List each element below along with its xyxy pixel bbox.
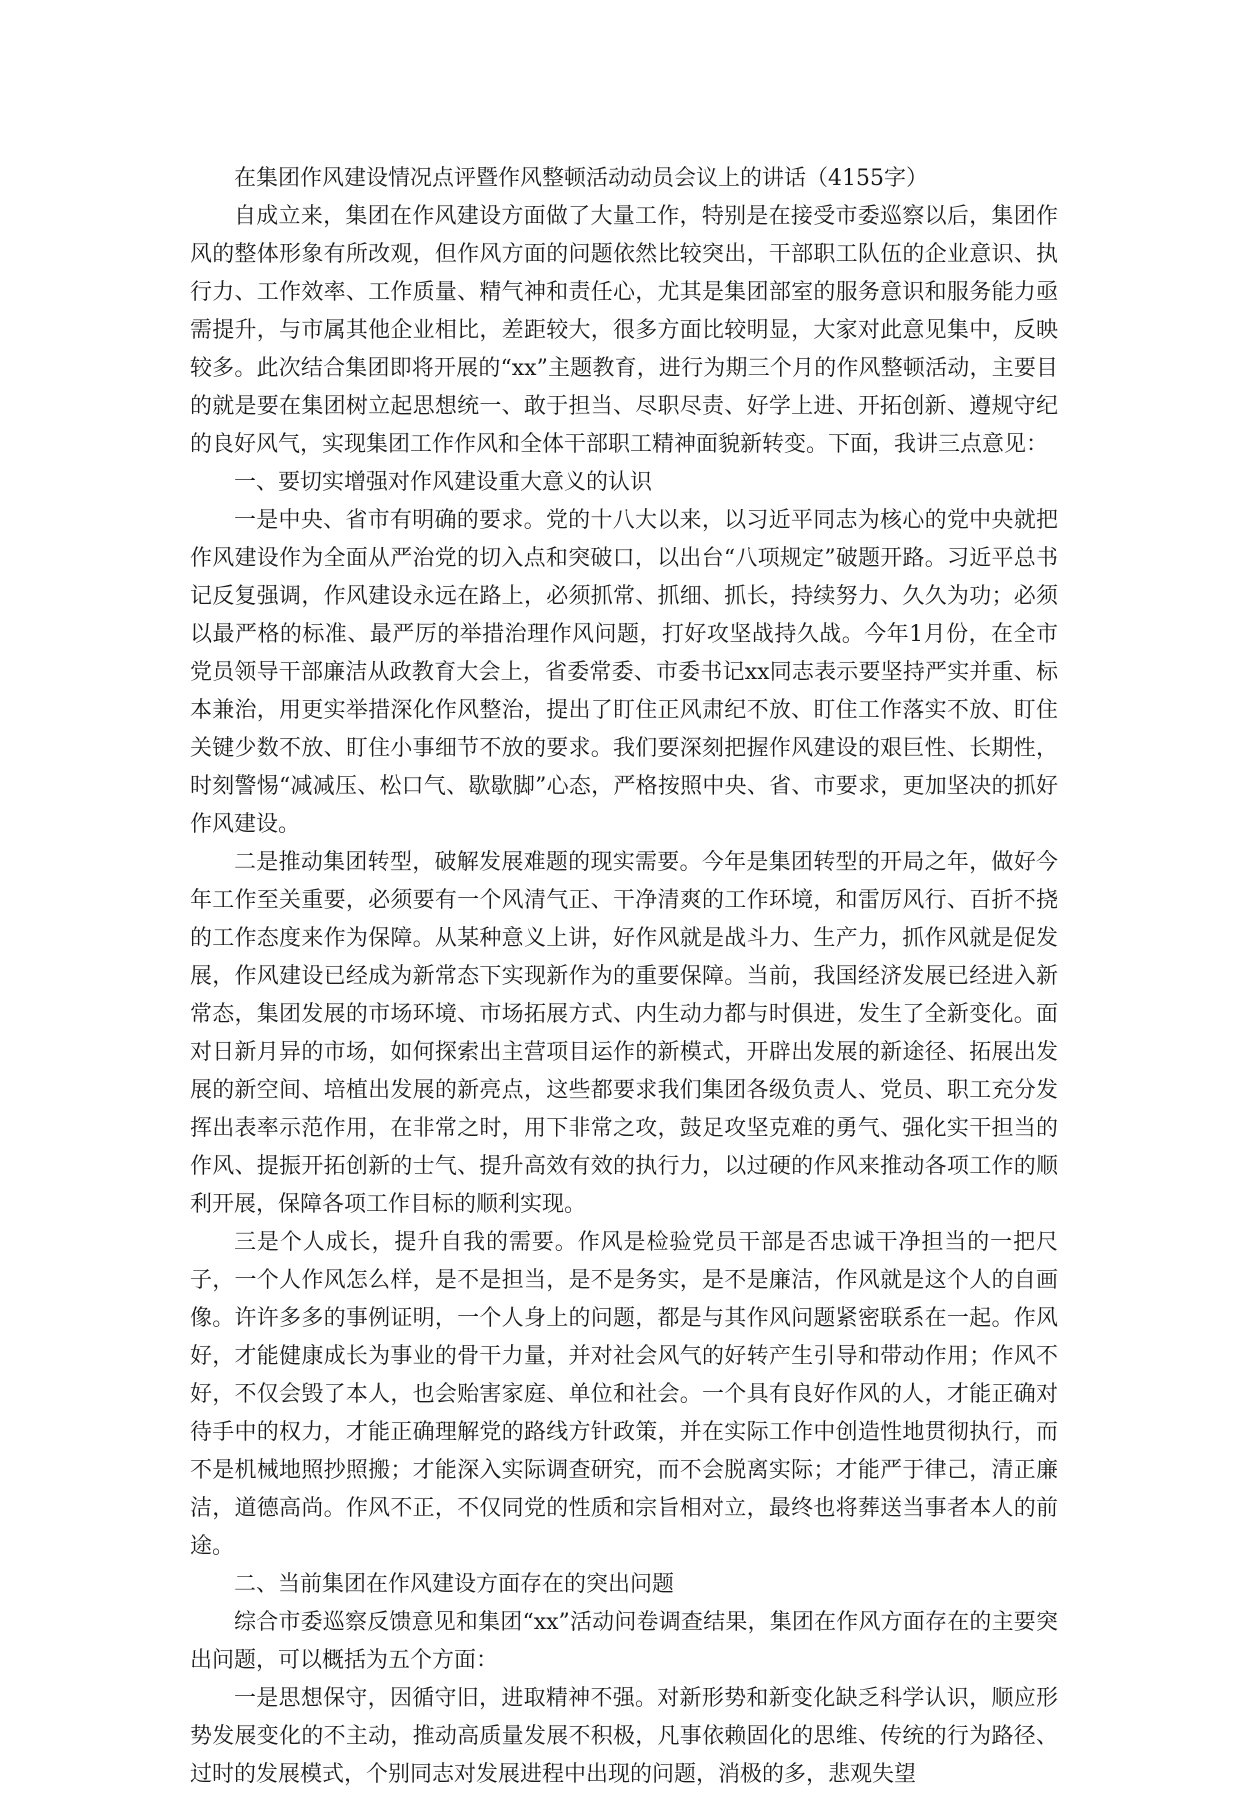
section1-paragraph-3: 三是个人成长，提升自我的需要。作风是检验党员干部是否忠诚干净担当的一把尺子，一个人作风怎么样，是不是担当，是不是务实，是不是廉洁，作风就是这个人的自画像。许许多多的事例证明，一个人身上的问题，都是与其作风问题紧密联系在一起。作风好，才能健康成长为事业的骨干力量，并对社会风气的好转产生引导和带动作用；作风不好，不仅会毁了本人，也会贻害家庭、单位和社会。一个具有良好作风的人，才能正确对待手中的权力，才能正确理解党的路线方针政策，并在实际工作中创造性地贯彻执行，而不是机械地照抄照搬；才能深入实际调查研究，而不会脱离实际；才能严于律己，清正廉洁，道德高尚。作风不正，不仅同党的性质和宗旨相对立，最终也将葬送当事者本人的前途。: [190, 1230, 1058, 1559]
section1-paragraph-1: 一是中央、省市有明确的要求。党的十八大以来，以习近平同志为核心的党中央就把作风建设作为全面从严治党的切入点和突破口，以出台“八项规定”破题开路。习近平总书记反复强调，作风建设永远在路上，必须抓常、抓细、抓长，持续努力、久久为功；必须以最严格的标准、最严厉的举措治理作风问题，打好攻坚战持久战。今年1月份，在全市党员领导干部廉洁从政教育大会上，省委常委、市委书记xx同志表示要坚持严实并重、标本兼治，用更实举措深化作风整治，提出了盯住正风肃纪不放、盯住工作落实不放、盯住关键少数不放、盯住小事细节不放的要求。我们要深刻把握作风建设的艰巨性、长期性，时刻警惕“减减压、松口气、歇歇脚”心态，严格按照中央、省、市要求，更加坚决的抓好作风建设。: [190, 508, 1058, 837]
document-title: 在集团作风建设情况点评暨作风整顿活动动员会议上的讲话（4155字）: [234, 166, 928, 191]
section-heading-2: 二、当前集团在作风建设方面存在的突出问题: [234, 1572, 675, 1597]
section1-paragraph-2: 二是推动集团转型，破解发展难题的现实需要。今年是集团转型的开局之年，做好今年工作至关重要，必须要有一个风清气正、干净清爽的工作环境，和雷厉风行、百折不挠的工作态度来作为保障。从某种意义上讲，好作风就是战斗力、生产力，抓作风就是促发展，作风建设已经成为新常态下实现新作为的重要保障。当前，我国经济发展已经进入新常态，集团发展的市场环境、市场拓展方式、内生动力都与时俱进，发生了全新变化。面对日新月异的市场，如何探索出主营项目运作的新模式，开辟出发展的新途径、拓展出发展的新空间、培植出发展的新亮点，这些都要求我们集团各级负责人、党员、职工充分发挥出表率示范作用，在非常之时，用下非常之攻，鼓足攻坚克难的勇气、强化实干担当的作风、提振开拓创新的士气、提升高效有效的执行力，以过硬的作风来推动各项工作的顺利开展，保障各项工作目标的顺利实现。: [190, 850, 1058, 1217]
document-body: [190, 160, 1058, 1794]
section2-paragraph-2: 一是思想保守，因循守旧，进取精神不强。对新形势和新变化缺乏科学认识，顺应形势发展变化的不主动，推动高质量发展不积极，凡事依赖固化的思维、传统的行为路径、过时的发展模式，个别同志对发展进程中出现的问题，消极的多，悲观失望: [190, 1686, 1058, 1787]
intro-paragraph: 自成立来，集团在作风建设方面做了大量工作，特别是在接受市委巡察以后，集团作风的整体形象有所改观，但作风方面的问题依然比较突出，干部职工队伍的企业意识、执行力、工作效率、工作质量、精气神和责任心，尤其是集团部室的服务意识和服务能力亟需提升，与市属其他企业相比，差距较大，很多方面比较明显，大家对此意见集中，反映较多。此次结合集团即将开展的“xx”主题教育，进行为期三个月的作风整顿活动，主要目的就是要在集团树立起思想统一、敢于担当、尽职尽责、好学上进、开拓创新、遵规守纪的良好风气，实现集团工作作风和全体干部职工精神面貌新转变。下面，我讲三点意见：: [190, 204, 1058, 457]
section2-paragraph-1: 综合市委巡察反馈意见和集团“xx”活动问卷调查结果，集团在作风方面存在的主要突出问题，可以概括为五个方面：: [190, 1610, 1058, 1673]
section-heading-1: 一、要切实增强对作风建设重大意义的认识: [234, 470, 653, 495]
